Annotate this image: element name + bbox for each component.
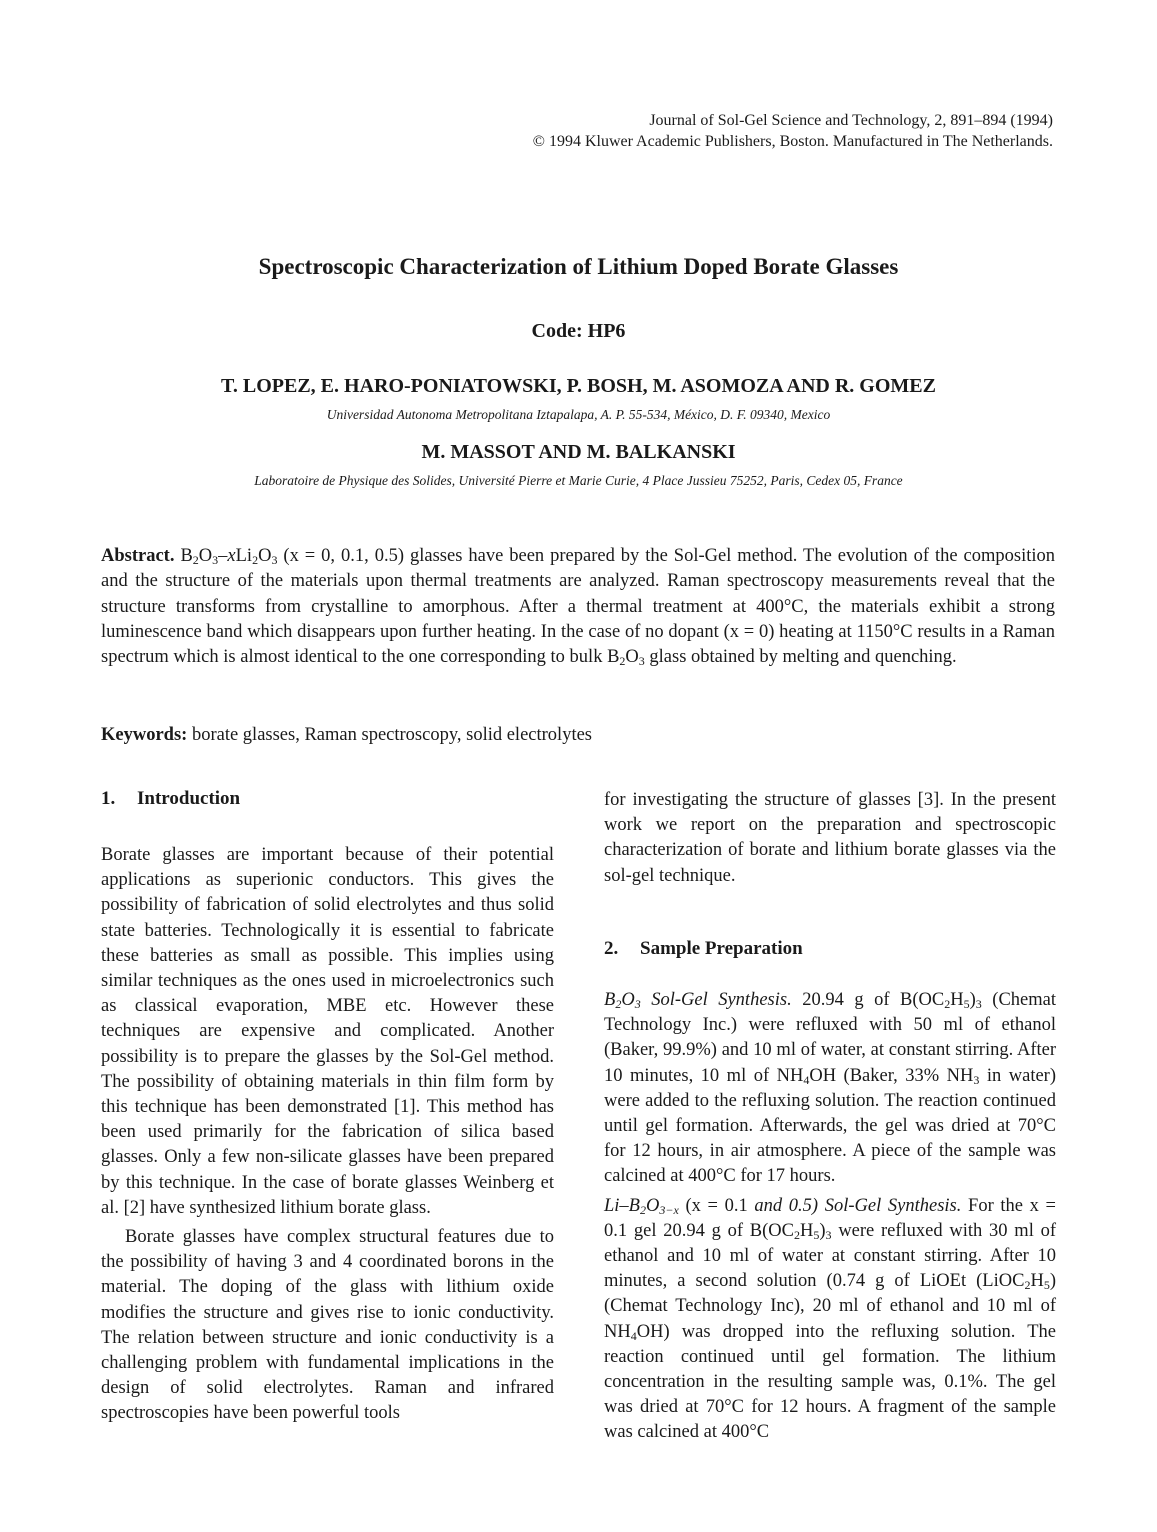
authors-group-2: M. MASSOT AND M. BALKANSKI — [421, 441, 736, 463]
li-subheading: $Li-B_2O_{3-x}$ — [604, 1195, 679, 1217]
section-1-heading: 1. Introduction — [101, 788, 241, 809]
abstract-text-1: glasses have been prepared by the Sol-Gel method. The evolution of the composition and the structure of the materials upon thermal treatments are analyzed. Raman spectroscopy measurements reveal that the structure transforms from crystalline to amorphous. After a thermal treatment at 400°C, the materials exhibit a strong luminescence band which disappears upon further heating. In the case of no dopant — [101, 546, 1056, 642]
paper-code: Code: HP6 — [531, 320, 626, 342]
intro-paragraph-3: for investigating the structure of glasses [3]. In the present work we report on the preparation and spectroscopic characterization of borate and lithium borate glasses via the sol-gel technique. — [604, 790, 1056, 886]
paper-title: Spectroscopic Characterization of Lithium Doped Borate Glasses — [258, 254, 899, 279]
b2o3-synthesis-paragraph: $B_2O_3$ Sol-Gel Synthesis. 20.94 g of $B(OC_2H_5)_3$ (Chemat Technology Inc.) were refluxed with 50 ml of ethanol (Baker, 99.9%) and 10 ml of water, at constant stirring. After 10 minutes, 10 ml of $NH_4OH$ (Baker, 33% $NH_3$ in water) were added to the refluxing solution. The reaction continued until gel formation. Afterwards, the gel was dried at 70°C for 12 hours, in air atmosphere. A piece of the sample was calcined at 400°C for 17 hours. — [604, 990, 1056, 1187]
keywords — [101, 723, 1055, 748]
journal-header — [480, 110, 1053, 152]
affiliation-2: Laboratoire de Physique des Solides, Université Pierre et Marie Curie, 4 Place Jussieu 75252, Paris, Cedex 05, France — [254, 473, 903, 488]
abstract-text-2: heating at 1150°C results in a Raman spectrum which is almost identical to the one corresponding to bulk — [101, 621, 1055, 668]
section-1-body — [101, 843, 554, 1427]
keywords-text: borate glasses, Raman spectroscopy, solid electrolytes — [191, 725, 592, 745]
keywords-label: Keywords: — [101, 725, 188, 745]
section-2-heading: 2. Sample Preparation — [604, 938, 803, 959]
abstract-x-zero: (x = 0) — [723, 621, 775, 642]
b2o3-subheading: $B_2O_3$ Sol-Gel Synthesis. — [604, 990, 792, 1011]
abstract-label: Abstract. — [101, 546, 175, 566]
section-2-body — [604, 988, 1056, 1446]
authors-group-1: T. LOPEZ, E. HARO-PONIATOWSKI, P. BOSH, M. ASOMOZA AND R. GOMEZ — [221, 375, 936, 397]
copyright-line: © 1994 Kluwer Academic Publishers, Boston. Manufactured in The Netherlands. — [532, 133, 1053, 150]
intro-paragraph-2: Borate glasses have complex structural features due to the possibility of having 3 and 4 coordinated borons in the material. The doping of the glass with lithium oxide modifies the structure and gives rise to ionic conductivity. The relation between structure and ionic conductivity is a challenging problem with fundamental implications in the design of solid electrolytes. Raman and infrared spectroscopies have been powerful tools — [101, 1227, 554, 1424]
abstract — [101, 544, 1055, 670]
abstract-formula: $B_2O_3-xLi_2O_3$ — [180, 546, 278, 567]
abstract-b2o3: $B_2O_3$ — [607, 647, 645, 669]
journal-citation: Journal of Sol-Gel Science and Technology, 2, 891–894 (1994) — [649, 112, 1053, 129]
li-synthesis-paragraph: $Li-B_2O_{3-x}$ (x = 0.1 and 0.5) Sol-Gel Synthesis. For the x = 0.1 gel 20.94 g of $B(OC_2H_5)_3$ were refluxed with 30 ml of ethanol and 10 ml of water at constant stirring. After 10 minutes, a second solution (0.74 g of LiOEt $(LiOC_2H_5)$ (Chemat Technology Inc), 20 ml of ethanol and 10 ml of $NH_4OH$) was dropped into the refluxing solution. The reaction continued until gel formation. The lithium concentration in the resulting sample was, 0.1%. The gel was dried at 70°C for 12 hours. A fragment of the sample was calcined at 400°C — [604, 1195, 1056, 1443]
affiliation-1: Universidad Autonoma Metropolitana Iztapalapa, A. P. 55-534, México, D. F. 09340, Mexico — [326, 407, 831, 422]
intro-paragraph-1: Borate glasses are important because of their potential applications as superionic conductors. This gives the possibility of fabrication of solid electrolytes and thus solid state batteries. Technologically it is essential to fabricate these batteries as small as possible. This implies using similar techniques as the ones used in microelectronics such as classical evaporation, MBE etc. However these techniques are expensive and complicated. Another possibility is to prepare the glasses by the Sol-Gel method. The possibility of obtaining materials in thin film form by this technique has been demonstrated [1]. This method has been used primarily for the fabrication of silica based glasses. Only a few non-silicate glasses have been prepared by this technique. In the case of borate glasses Weinberg et al. [2] have synthesized lithium borate glass. — [101, 845, 554, 1218]
abstract-x-values: (x = 0, 0.1, 0.5) — [283, 546, 405, 566]
abstract-text-3: glass obtained by melting and quenching. — [649, 647, 957, 668]
